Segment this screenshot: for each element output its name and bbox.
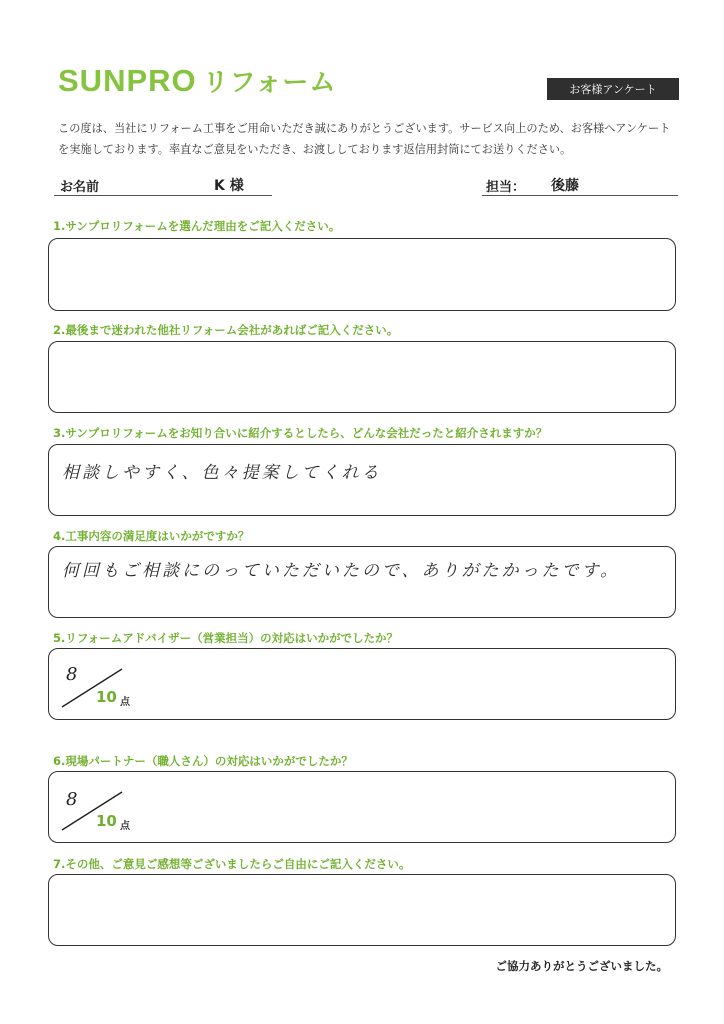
question-5-label: 5.リフォームアドバイザー（営業担当）の対応はいかがでしたか？: [53, 631, 399, 645]
question-1-label: 1.サンプロリフォームを選んだ理由をご記入ください。: [53, 219, 341, 233]
question-4-label: 4.工事内容の満足度はいかがですか？: [53, 529, 250, 543]
logo-brand: SUNPRO: [58, 63, 197, 98]
question-6-label: 6.現場パートナー（職人さん）の対応はいかがでしたか？: [53, 754, 353, 768]
staff-label: 担当：: [486, 180, 526, 195]
survey-badge: お客様アンケート: [547, 78, 679, 100]
customer-name-value: K 様: [214, 178, 244, 194]
staff-underline: [482, 195, 678, 196]
score-6-value: 8: [66, 789, 78, 810]
answer-4-handwriting: 何回もご相談にのっていただいたので、ありがたかったです。: [62, 561, 621, 581]
customer-name-underline: [54, 195, 272, 196]
score-5-value: 8: [66, 664, 78, 685]
logo: [58, 62, 336, 96]
answer-box-6[interactable]: [48, 771, 676, 843]
score-6-unit: 点: [120, 821, 130, 832]
answer-3-handwriting: 相談しやすく、色々提案してくれる: [62, 463, 382, 483]
customer-name-label: お名前: [60, 180, 100, 195]
thanks-message: ご協力ありがとうございました。: [495, 959, 668, 973]
score-6-max: 10: [96, 812, 117, 830]
score-5-max: 10: [96, 688, 117, 706]
logo-subtitle: リフォーム: [202, 68, 337, 98]
staff-value: 後藤: [551, 178, 579, 194]
question-3-label: 3.サンプロリフォームをお知り合いに紹介するとしたら、どんな会社だったと紹介されますか？: [53, 426, 548, 440]
intro-text: この度は、当社にリフォーム工事をご用命いただき誠にありがとうございます。サービス向上のため、お客様へアンケートを実施しております。率直なご意見をいただき、お渡ししております返信用封筒にてお送りください。: [58, 122, 671, 156]
score-5-unit: 点: [120, 697, 130, 708]
question-2-label: 2.最後まで迷われた他社リフォーム会社があればご記入ください。: [53, 323, 399, 337]
answer-box-1[interactable]: [48, 238, 676, 311]
question-7-label: 7.その他、ご意見ご感想等ございましたらご自由にご記入ください。: [53, 857, 411, 871]
answer-box-7[interactable]: [48, 874, 676, 946]
answer-box-2[interactable]: [48, 341, 676, 413]
answer-box-5[interactable]: [48, 648, 676, 720]
